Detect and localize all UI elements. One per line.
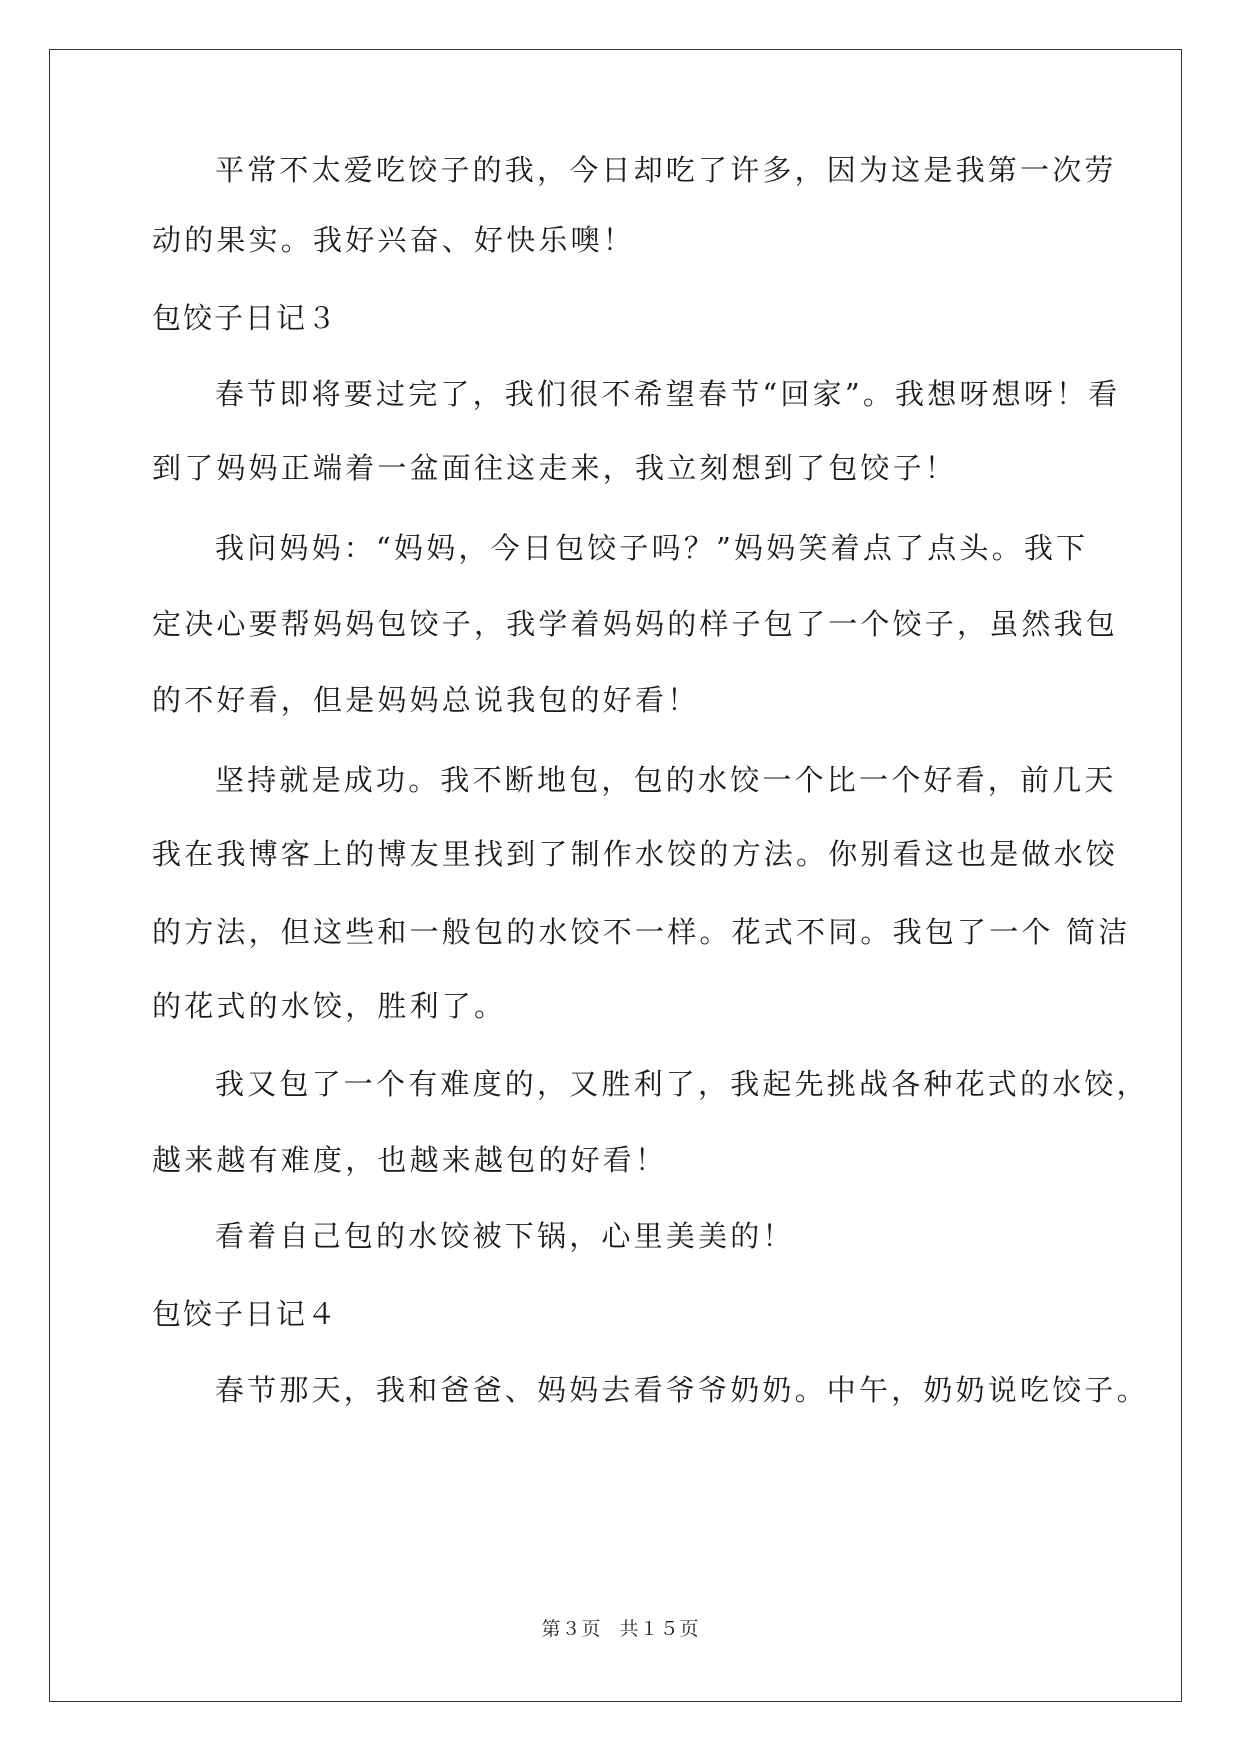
paragraph-line: 的花式的水饺，胜利了。 (152, 989, 507, 1023)
paragraph-line: 的方法，但这些和一般包的水饺不一样。花式不同。我包了一个 简洁 (152, 915, 1131, 949)
paragraph-line: 看着自己包的水饺被下锅，心里美美的！ (215, 1219, 795, 1253)
page-footer (0, 1614, 1241, 1641)
paragraph-line: 越来越有难度，也越来越包的好看！ (152, 1143, 668, 1177)
page-frame (49, 49, 1182, 1702)
paragraph-line: 春节那天，我和爸爸、妈妈去看爷爷奶奶。中午，奶奶说吃饺子。 (215, 1373, 1149, 1407)
paragraph-line: 动的果实。我好兴奋、好快乐噢！ (152, 223, 636, 257)
paragraph-line: 我又包了一个有难度的，又胜利了，我起先挑战各种花式的水饺， (215, 1067, 1149, 1101)
paragraph-line: 我问妈妈：“妈妈，今日包饺子吗？”妈妈笑着点了点头。我下 (215, 531, 1089, 565)
page-total: 共１５页 (619, 1618, 700, 1640)
section-heading: 包饺子日记３ (152, 301, 339, 335)
section-heading: 包饺子日记４ (152, 1297, 339, 1331)
paragraph-line: 定决心要帮妈妈包饺子，我学着妈妈的样子包了一个饺子，虽然我包 (152, 607, 1119, 641)
paragraph-line: 平常不太爱吃饺子的我，今日却吃了许多，因为这是我第一次劳 (215, 153, 1117, 187)
paragraph-line: 我在我博客上的博友里找到了制作水饺的方法。你别看这也是做水饺 (152, 837, 1119, 871)
paragraph-line: 到了妈妈正端着一盆面往这走来，我立刻想到了包饺子！ (152, 451, 958, 485)
paragraph-line: 春节即将要过完了，我们很不希望春节“回家”。我想呀想呀！看 (215, 377, 1121, 411)
paragraph-line: 的不好看，但是妈妈总说我包的好看！ (152, 683, 700, 717)
paragraph-line: 坚持就是成功。我不断地包，包的水饺一个比一个好看，前几天 (215, 763, 1117, 797)
page-number: 第３页 (541, 1618, 602, 1640)
